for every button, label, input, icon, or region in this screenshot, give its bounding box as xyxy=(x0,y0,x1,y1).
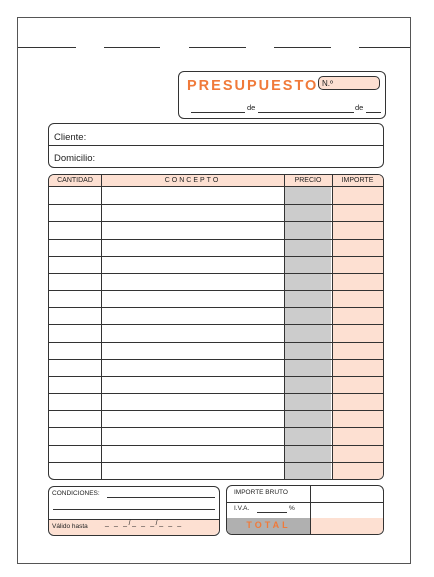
table-row-line xyxy=(49,307,383,308)
table-row-line xyxy=(49,359,383,360)
valid-until-label: Válido hasta xyxy=(52,523,88,530)
gross-amount-value[interactable] xyxy=(310,486,383,502)
conditions-box xyxy=(48,486,220,536)
table-row-line xyxy=(49,256,383,257)
budget-title: PRESUPUESTO xyxy=(187,78,319,94)
table-row-line xyxy=(49,427,383,428)
table-row-line xyxy=(49,410,383,411)
client-box xyxy=(48,123,384,168)
client-field[interactable]: Cliente: xyxy=(54,132,87,143)
address-field[interactable]: Domicilio: xyxy=(54,153,96,164)
col-header-price: PRECIO xyxy=(294,177,322,184)
valid-until-blanks: _ _ _/_ _ _/_ _ _ xyxy=(105,520,183,527)
total-value[interactable] xyxy=(310,518,383,534)
date-connector-1: de xyxy=(247,103,256,112)
table-row-line xyxy=(49,221,383,222)
gross-amount-row xyxy=(227,486,383,502)
date-connector-2: de xyxy=(355,103,364,112)
conditions-line[interactable] xyxy=(107,497,215,498)
vat-rate-blank[interactable] xyxy=(257,512,287,513)
vat-label: I.V.A. xyxy=(234,505,250,512)
total-row xyxy=(227,518,383,534)
vat-row xyxy=(227,502,383,518)
header-rule xyxy=(104,47,160,48)
client-divider xyxy=(49,145,383,146)
header-rule xyxy=(274,47,331,48)
col-header-quantity: CANTIDAD xyxy=(57,177,93,184)
valid-until-field[interactable] xyxy=(49,519,219,535)
number-field[interactable]: N.º xyxy=(318,76,380,90)
month-blank xyxy=(258,112,354,113)
total-label: TOTAL xyxy=(246,520,291,530)
header-rule xyxy=(359,47,410,48)
vat-value[interactable] xyxy=(310,502,383,518)
gross-amount-label: IMPORTE BRUTO xyxy=(234,489,288,496)
table-row-line xyxy=(49,393,383,394)
table-row-line xyxy=(49,290,383,291)
col-header-concept: CONCEPTO xyxy=(164,177,221,184)
col-header-amount: IMPORTE xyxy=(341,177,374,184)
budget-header-box xyxy=(178,71,386,119)
header-rule xyxy=(18,47,76,48)
date-line[interactable] xyxy=(191,102,381,114)
year-blank xyxy=(366,112,381,113)
invoice-sheet xyxy=(17,17,411,564)
table-row-line xyxy=(49,376,383,377)
vat-percent-sign: % xyxy=(289,505,295,512)
header-rule xyxy=(189,47,246,48)
conditions-line[interactable] xyxy=(53,509,215,510)
table-row-line xyxy=(49,462,383,463)
table-row-line xyxy=(49,445,383,446)
table-row-line xyxy=(49,204,383,205)
table-row-line xyxy=(49,324,383,325)
conditions-label: CONDICIONES: xyxy=(52,490,100,497)
table-row-line xyxy=(49,239,383,240)
items-table xyxy=(48,174,384,480)
table-row-line xyxy=(49,273,383,274)
day-blank xyxy=(191,112,245,113)
table-row-line xyxy=(49,342,383,343)
totals-box xyxy=(226,485,384,535)
